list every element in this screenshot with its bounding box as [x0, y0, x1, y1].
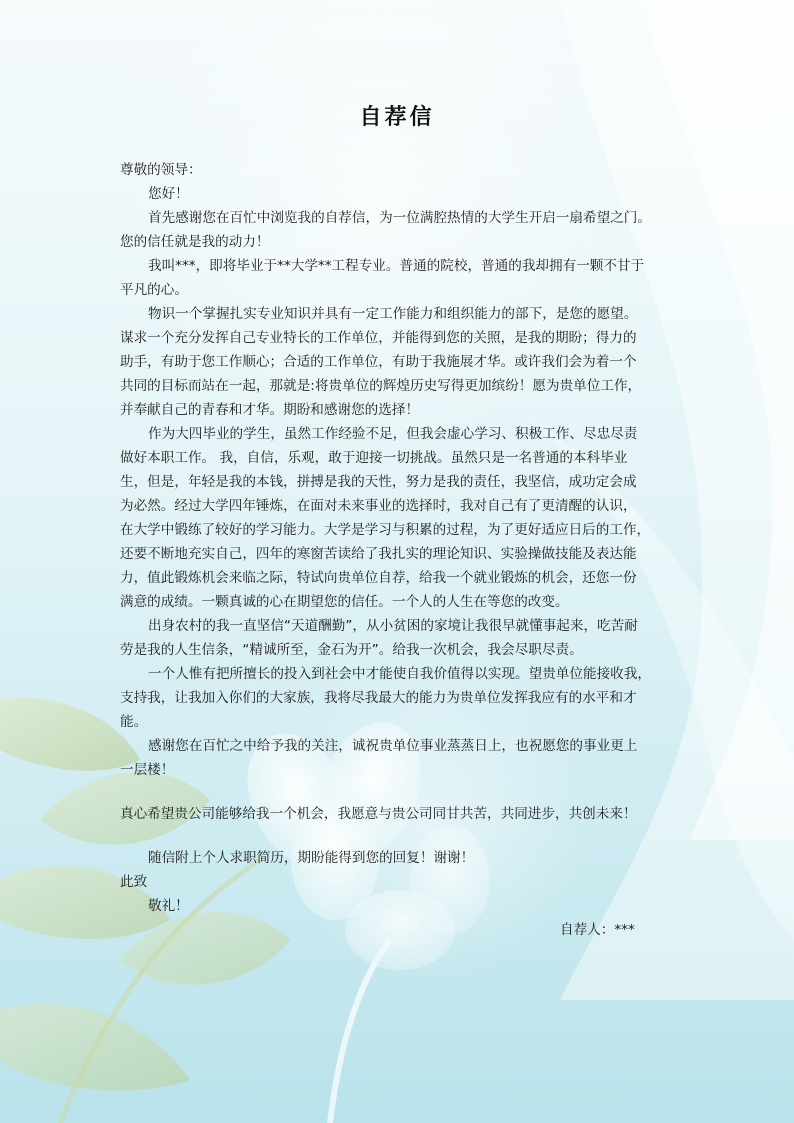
greeting: 您好！	[148, 186, 189, 202]
body-line: 能。	[120, 714, 148, 730]
body-line: 我叫***，即将毕业于**大学**工程专业。普通的院校，普通的我却拥有一颗不甘于	[148, 258, 645, 274]
closing-wish: 真心希望贵公司能够给我一个机会，我愿意与贵公司同甘共苦，共同进步，共创未来！	[120, 806, 637, 822]
body-line: 助手，有助于您工作顺心；合适的工作单位，有助于我施展才华。或许我们会为着一个	[120, 354, 637, 370]
body-line: 作为大四毕业的学生，虽然工作经验不足，但我会虚心学习、积极工作、尽忠尽责	[148, 426, 638, 442]
body-line: 感谢您在百忙之中给予我的关注，诚祝贵单位事业蒸蒸日上，也祝愿您的事业更上	[148, 738, 638, 754]
body-line: 平凡的心。	[120, 282, 188, 298]
body-line: 在大学中锻练了较好的学习能力。大学是学习与积累的过程，为了更好适应日后的工作，	[120, 522, 651, 538]
attachment-note: 随信附上个人求职简历，期盼能得到您的回复！谢谢！	[148, 850, 475, 866]
body-line: 一层楼！	[120, 762, 175, 778]
salutation: 尊敬的领导：	[120, 162, 202, 178]
body-line: 并奉献自己的青春和才华。期盼和感谢您的选择！	[120, 402, 420, 418]
sign-off: 此致	[120, 874, 148, 890]
body-line: 一个人惟有把所擅长的投入到社会中才能使自我价值得以实现。望贵单位能接收我，	[148, 666, 651, 682]
body-line: 首先感谢您在百忙中浏览我的自荐信，为一位满腔热情的大学生开启一扇希望之门。	[148, 210, 651, 226]
body-line: 做好本职工作。 我，自信，乐观，敢于迎接一切挑战。虽然只是一名普通的本科毕业	[120, 450, 628, 466]
body-line: 为必然。经过大学四年锤炼，在面对未来事业的选择时，我对自己有了更清醒的认识，	[120, 498, 637, 514]
body-line: 劳是我的人生信条，“精诚所至，金石为开”。给我一次机会，我会尽职尽责。	[120, 642, 583, 658]
body-line: 出身农村的我一直坚信“天道酬勤”，从小贫困的家境让我很早就懂事起来，吃苦耐	[148, 618, 638, 634]
body-line: 满意的成绩。一颗真诚的心在期望您的信任。一个人的人生在等您的改变。	[120, 594, 569, 610]
body-line: 还要不断地充实自己，四年的寒窗苦读给了我扎实的理论知识、实验操做技能及表达能	[120, 546, 637, 562]
signer: 自荐人：***	[560, 922, 635, 938]
regards: 敬礼！	[148, 898, 189, 914]
body-line: 您的信任就是我的动力！	[120, 234, 270, 250]
body-line: 共同的目标而站在一起，那就是:将贵单位的辉煌历史写得更加缤纷！愿为贵单位工作，	[120, 378, 642, 394]
body-line: 物识一个掌握扎实专业知识并具有一定工作能力和组织能力的部下，是您的愿望。	[148, 306, 638, 322]
body-line: 支持我，让我加入你们的大家族，我将尽我最大的能力为贵单位发挥我应有的水平和才	[120, 690, 637, 706]
body-line: 力，值此锻炼机会来临之际，特试向贵单位自荐，给我一个就业锻炼的机会，还您一份	[120, 570, 637, 586]
body-line: 生，但是，年轻是我的本钱，拼搏是我的天性，努力是我的责任，我坚信，成功定会成	[120, 474, 637, 490]
body-line: 谋求一个充分发挥自己专业特长的工作单位，并能得到您的关照，是我的期盼；得力的	[120, 330, 637, 346]
letter-title: 自荐信	[359, 104, 435, 130]
